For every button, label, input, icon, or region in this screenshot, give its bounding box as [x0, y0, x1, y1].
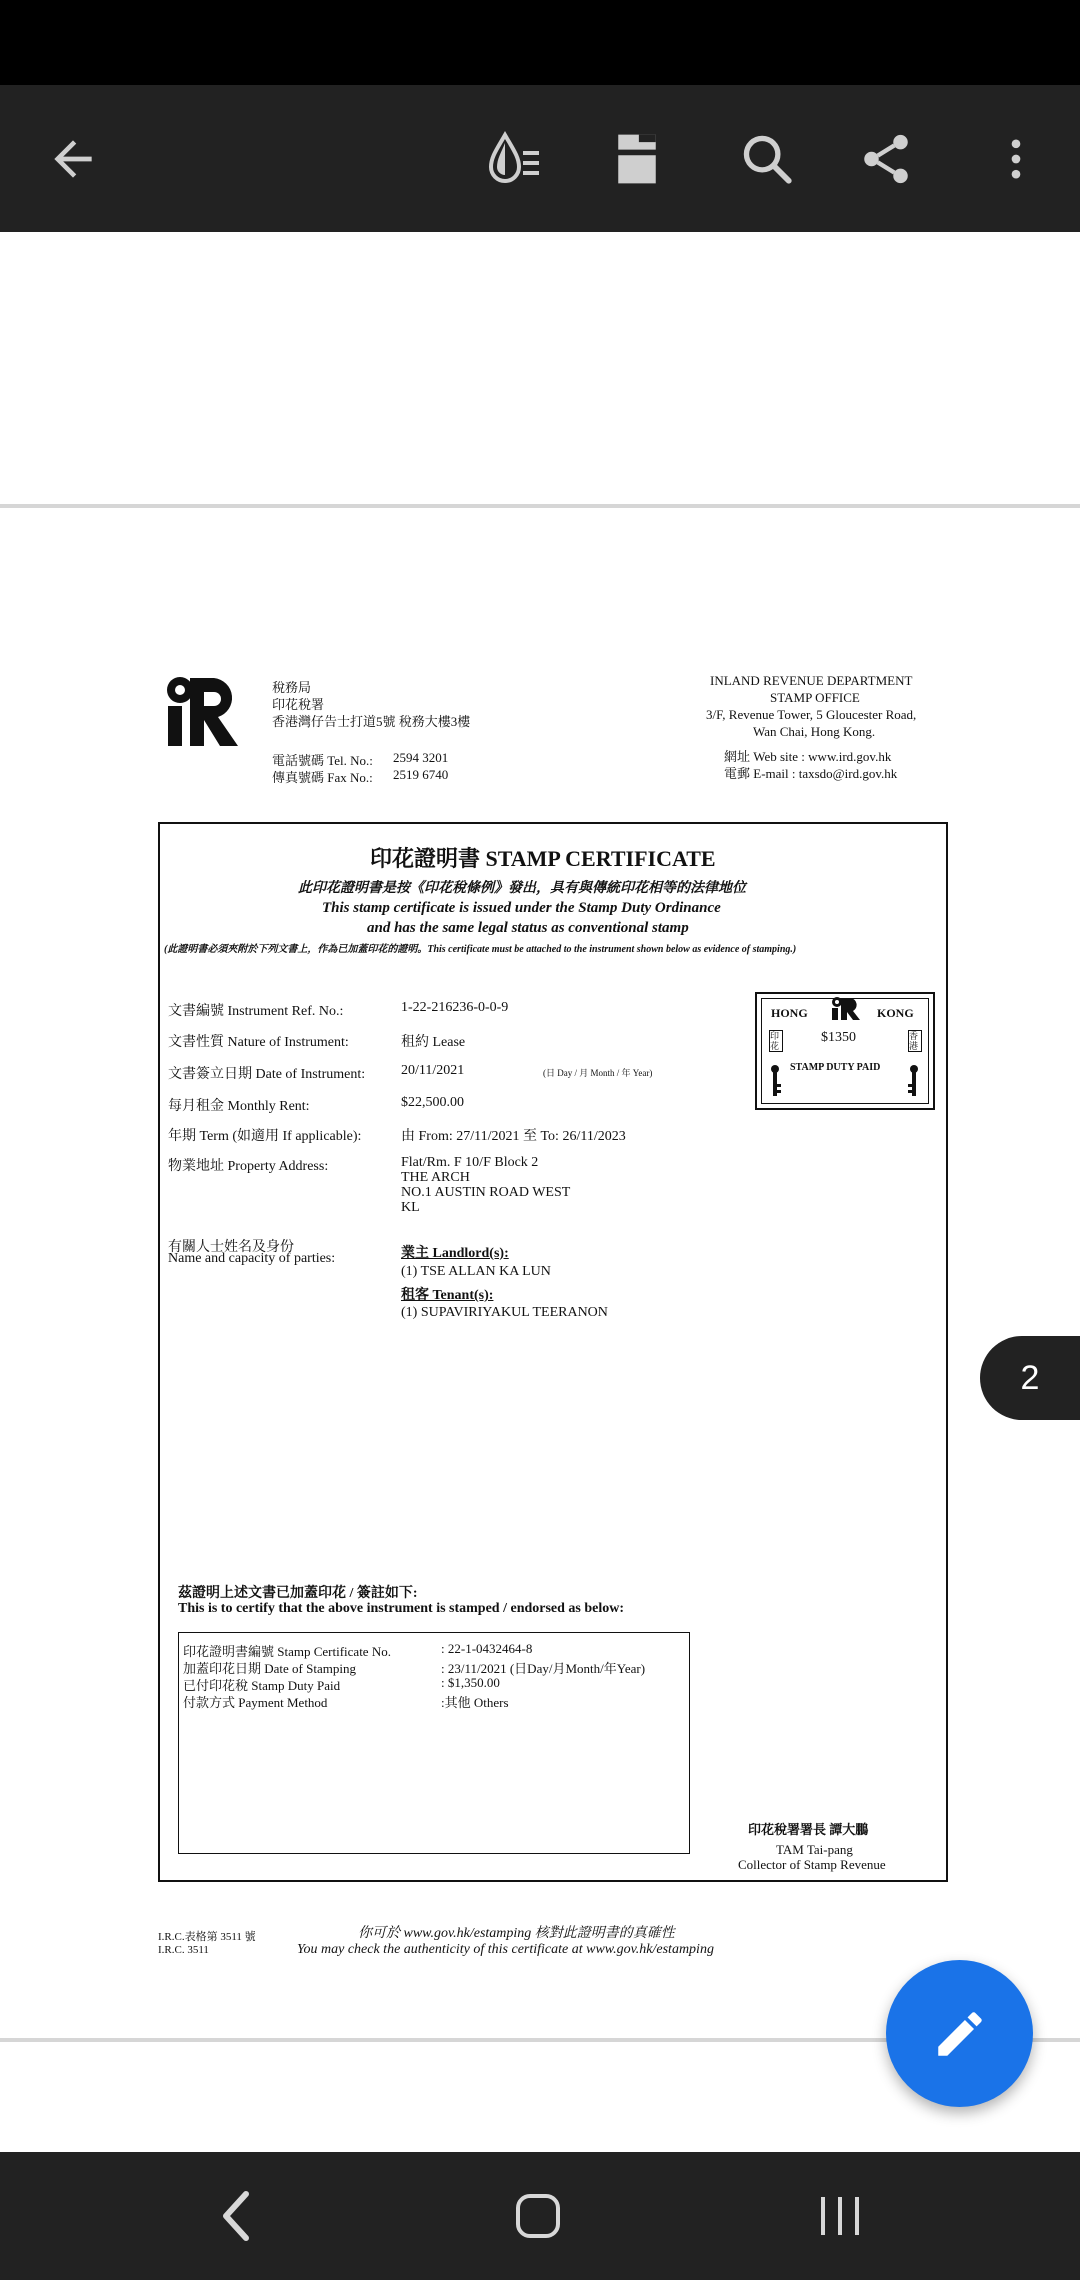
field-value-date: 20/11/2021	[401, 1063, 465, 1078]
collector-zh: 印花稅署署長 譚大鵬	[748, 1822, 869, 1837]
landlord-name: (1) TSE ALLAN KA LUN	[401, 1264, 551, 1279]
stamp-key-icon	[769, 1064, 781, 1098]
form-no-en: I.R.C. 3511	[158, 1944, 209, 1956]
nav-home-icon	[513, 2191, 563, 2241]
system-nav-bar	[0, 2152, 1080, 2280]
stamp-logo	[831, 996, 861, 1022]
parties-label-en: Name and capacity of parties:	[168, 1251, 336, 1266]
endorse-label: 已付印花稅 Stamp Duty Paid	[183, 1678, 341, 1693]
tenant-label: 租客 Tenant(s):	[401, 1288, 494, 1303]
field-label-ref: 文書編號 Instrument Ref. No.:	[168, 1004, 344, 1019]
parties-label-zh: 有關人士姓名及身份	[168, 1240, 294, 1255]
stamp-right-char: 香港	[908, 1030, 922, 1052]
endorse-label: 印花證明書編號 Stamp Certificate No.	[183, 1644, 391, 1659]
page-number-indicator: 2	[980, 1336, 1080, 1420]
stamp-left-char: 印花	[769, 1030, 783, 1052]
header-en-line1: INLAND REVENUE DEPARTMENT	[710, 673, 913, 688]
field-label-term: 年期 Term (如適用 If applicable):	[168, 1129, 362, 1144]
cert-note: (此證明書必須夾附於下列文書上，作為已加蓋印花的證明。This certificate must be attached to the instrument shown below as evidence of stamping.)	[164, 944, 797, 955]
address-line: NO.1 AUSTIN ROAD WEST	[401, 1185, 571, 1200]
endorse-label: 付款方式 Payment Method	[183, 1695, 328, 1710]
ird-logo	[162, 674, 242, 748]
header-en-line4: Wan Chai, Hong Kong.	[753, 724, 876, 739]
address-line: KL	[401, 1200, 420, 1215]
pencil-icon	[931, 2005, 989, 2063]
stamp-hong: HONG	[771, 1006, 808, 1020]
field-label-rent: 每月租金 Monthly Rent:	[168, 1099, 310, 1114]
nav-back-icon	[216, 2188, 256, 2244]
field-value-ref: 1-22-216236-0-0-9	[401, 1000, 509, 1015]
cert-subtitle-zh: 此印花證明書是按《印花稅條例》發出，具有與傳統印花相等的法律地位	[298, 881, 746, 896]
cert-title: 印花證明書 STAMP CERTIFICATE	[370, 846, 716, 871]
address-line: THE ARCH	[401, 1170, 470, 1185]
stamp-key-icon	[908, 1064, 920, 1098]
tel-value: 2594 3201	[393, 750, 449, 765]
verify-zh: 你可於 www.gov.hk/estamping 核對此證明書的真確性	[358, 1926, 675, 1941]
nav-recents-icon	[817, 2193, 863, 2239]
website: 網址 Web site : www.ird.gov.hk	[724, 749, 892, 764]
header-en-line2: STAMP OFFICE	[770, 690, 860, 705]
field-label-nature: 文書性質 Nature of Instrument:	[168, 1035, 349, 1050]
date-format-note: (日 Day / 月 Month / 年 Year)	[543, 1068, 653, 1078]
stamp-amount: $1350	[821, 1030, 856, 1045]
fax-label: 傳真號碼 Fax No.:	[272, 770, 373, 785]
field-label-date: 文書簽立日期 Date of Instrument:	[168, 1067, 366, 1082]
endorse-label: 加蓋印花日期 Date of Stamping	[183, 1661, 356, 1676]
fax-value: 2519 6740	[393, 767, 449, 782]
tenant-name: (1) SUPAVIRIYAKUL TEERANON	[401, 1305, 608, 1320]
tel-label: 電話號碼 Tel. No.:	[272, 753, 373, 768]
endorse-value: : 22-1-0432464-8	[441, 1641, 533, 1656]
landlord-label: 業主 Landlord(s):	[401, 1246, 509, 1261]
nav-recents-button[interactable]	[790, 2176, 890, 2256]
header-zh-line3: 香港灣仔告士打道5號 稅務大樓3樓	[272, 714, 471, 729]
nav-back-button[interactable]	[186, 2176, 286, 2256]
collector-name: TAM Tai-pang	[776, 1842, 853, 1857]
header-en-line3: 3/F, Revenue Tower, 5 Gloucester Road,	[706, 707, 917, 722]
nav-home-button[interactable]	[488, 2176, 588, 2256]
endorse-value: :其他 Others	[441, 1695, 509, 1710]
endorse-value: : $1,350.00	[441, 1675, 500, 1690]
email: 電郵 E-mail : taxsdo@ird.gov.hk	[724, 766, 898, 781]
stamp-kong: KONG	[877, 1006, 914, 1020]
cert-subtitle-en1: This stamp certificate is issued under the Stamp Duty Ordinance	[322, 900, 721, 916]
field-label-address: 物業地址 Property Address:	[168, 1159, 329, 1174]
stamp-duty-seal	[755, 992, 935, 1110]
field-value-rent: $22,500.00	[401, 1095, 464, 1110]
collector-title: Collector of Stamp Revenue	[738, 1857, 886, 1872]
form-no-zh: I.R.C.表格第 3511 號	[158, 1931, 256, 1943]
stamp-paid: STAMP DUTY PAID	[790, 1062, 881, 1073]
edit-button[interactable]	[886, 1960, 1033, 2107]
header-zh-line1: 稅務局	[272, 680, 312, 695]
field-value-address: Flat/Rm. F 10/F Block 2	[401, 1155, 539, 1170]
endorse-value: : 23/11/2021 (日Day/月Month/年Year)	[441, 1661, 646, 1676]
certify-en: This is to certify that the above instrument is stamped / endorsed as below:	[178, 1601, 625, 1616]
verify-en: You may check the authenticity of this certificate at www.gov.hk/estamping	[297, 1942, 714, 1957]
header-zh-line2: 印花稅署	[272, 697, 325, 712]
certify-zh: 茲證明上述文書已加蓋印花 / 簽註如下:	[178, 1586, 418, 1601]
field-value-nature: 租約 Lease	[401, 1035, 466, 1050]
field-value-term: 由 From: 27/11/2021 至 To: 26/11/2023	[401, 1129, 626, 1144]
cert-subtitle-en2: and has the same legal status as conventional stamp	[367, 920, 689, 936]
